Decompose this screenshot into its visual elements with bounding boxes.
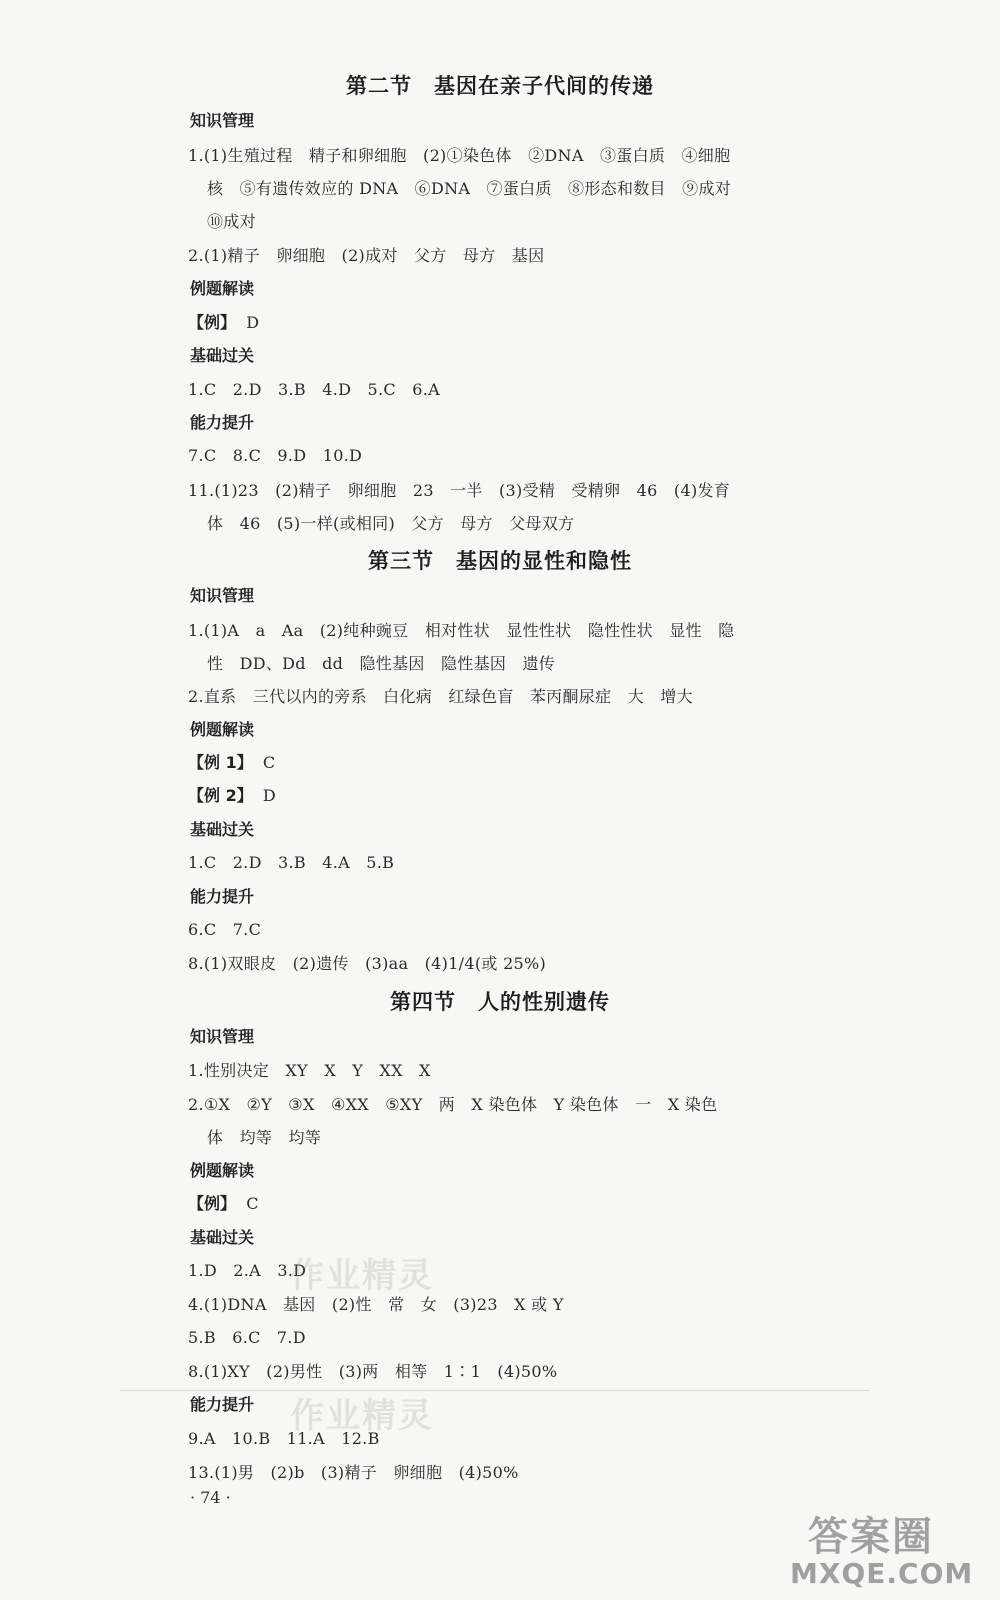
answer-line: 2.直系 三代以内的旁系 白化病 红绿色盲 苯丙酮尿症 大 增大 <box>188 687 693 706</box>
subhead-basic: 基础过关 <box>190 1228 255 1247</box>
example-value: C <box>262 753 276 772</box>
answer-line: 2.①X ②Y ③X ④XX ⑤XY 两 X 染色体 Y 染色体 一 X 染色 <box>188 1095 718 1114</box>
subhead-ability: 能力提升 <box>190 887 255 906</box>
divider <box>120 1390 870 1391</box>
answer-line: 13.(1)男 (2)b (3)精子 卵细胞 (4)50% <box>188 1463 519 1482</box>
example-answer <box>188 1191 258 1214</box>
answer-line: 4.(1)DNA 基因 (2)性 常 女 (3)23 X 或 Y <box>188 1295 564 1314</box>
section-title: 第二节 基因在亲子代间的传递 <box>346 74 654 98</box>
subhead-example: 例题解读 <box>190 1161 255 1180</box>
example-tag: 【例】 <box>188 313 237 332</box>
answer-line: 1.C 2.D 3.B 4.A 5.B <box>188 853 395 872</box>
answer-line: 1.性别决定 XY X Y XX X <box>188 1061 431 1080</box>
section-title: 第四节 人的性别遗传 <box>390 990 610 1014</box>
answer-line: 7.C 8.C 9.D 10.D <box>188 446 363 465</box>
subhead-knowledge: 知识管理 <box>190 586 255 605</box>
example-answer <box>188 310 259 333</box>
subhead-ability: 能力提升 <box>190 1395 255 1414</box>
answer-line: 9.A 10.B 11.A 12.B <box>188 1429 380 1448</box>
example-tag: 【例 1】 <box>188 753 253 772</box>
answer-line: 5.B 6.C 7.D <box>188 1328 306 1347</box>
logo-domain: MXQE.COM <box>790 1557 974 1590</box>
example-tag: 【例 2】 <box>188 786 253 805</box>
answer-line: 1.D 2.A 3.D <box>188 1261 307 1280</box>
subhead-example: 例题解读 <box>190 279 255 298</box>
example-value: D <box>246 313 260 332</box>
answer-line: ⑩成对 <box>207 212 256 231</box>
subhead-example: 例题解读 <box>190 720 255 739</box>
answer-line: 1.(1)生殖过程 精子和卵细胞 (2)①染色体 ②DNA ③蛋白质 ④细胞 <box>188 146 731 165</box>
example-value: D <box>262 786 276 805</box>
watermark: 作业精灵 <box>290 1256 434 1296</box>
answer-line: 性 DD、Dd dd 隐性基因 隐性基因 遗传 <box>207 654 556 673</box>
example-tag: 【例】 <box>188 1194 237 1213</box>
section-title: 第三节 基因的显性和隐性 <box>368 549 632 573</box>
subhead-knowledge: 知识管理 <box>190 1027 255 1046</box>
subhead-basic: 基础过关 <box>190 820 255 839</box>
answer-line: 11.(1)23 (2)精子 卵细胞 23 一半 (3)受精 受精卵 46 (4)发育 <box>188 481 731 500</box>
subhead-ability: 能力提升 <box>190 413 255 432</box>
example-value: C <box>246 1194 259 1213</box>
answer-line: 核 ⑤有遗传效应的 DNA ⑥DNA ⑦蛋白质 ⑧形态和数目 ⑨成对 <box>207 179 732 198</box>
answer-line: 2.(1)精子 卵细胞 (2)成对 父方 母方 基因 <box>188 246 545 265</box>
answer-line: 8.(1)XY (2)男性 (3)两 相等 1∶1 (4)50% <box>188 1362 558 1381</box>
subhead-basic: 基础过关 <box>190 346 255 365</box>
answer-line: 6.C 7.C <box>188 920 262 939</box>
page-number: · 74 · <box>190 1488 231 1507</box>
example-answer <box>188 783 276 806</box>
watermark: 作业精灵 <box>290 1396 434 1436</box>
answer-line: 1.(1)A a Aa (2)纯种豌豆 相对性状 显性性状 隐性性状 显性 隐 <box>188 621 735 640</box>
site-logo <box>780 1505 980 1595</box>
answer-line: 8.(1)双眼皮 (2)遗传 (3)aa (4)1/4(或 25%) <box>188 954 547 973</box>
logo-text: 答案圈 <box>808 1514 934 1560</box>
subhead-knowledge: 知识管理 <box>190 111 255 130</box>
example-answer <box>188 750 275 773</box>
answer-line: 1.C 2.D 3.B 4.D 5.C 6.A <box>188 380 440 399</box>
answer-line: 体 46 (5)一样(或相同) 父方 母方 父母双方 <box>207 514 575 533</box>
answer-line: 体 均等 均等 <box>207 1128 322 1147</box>
